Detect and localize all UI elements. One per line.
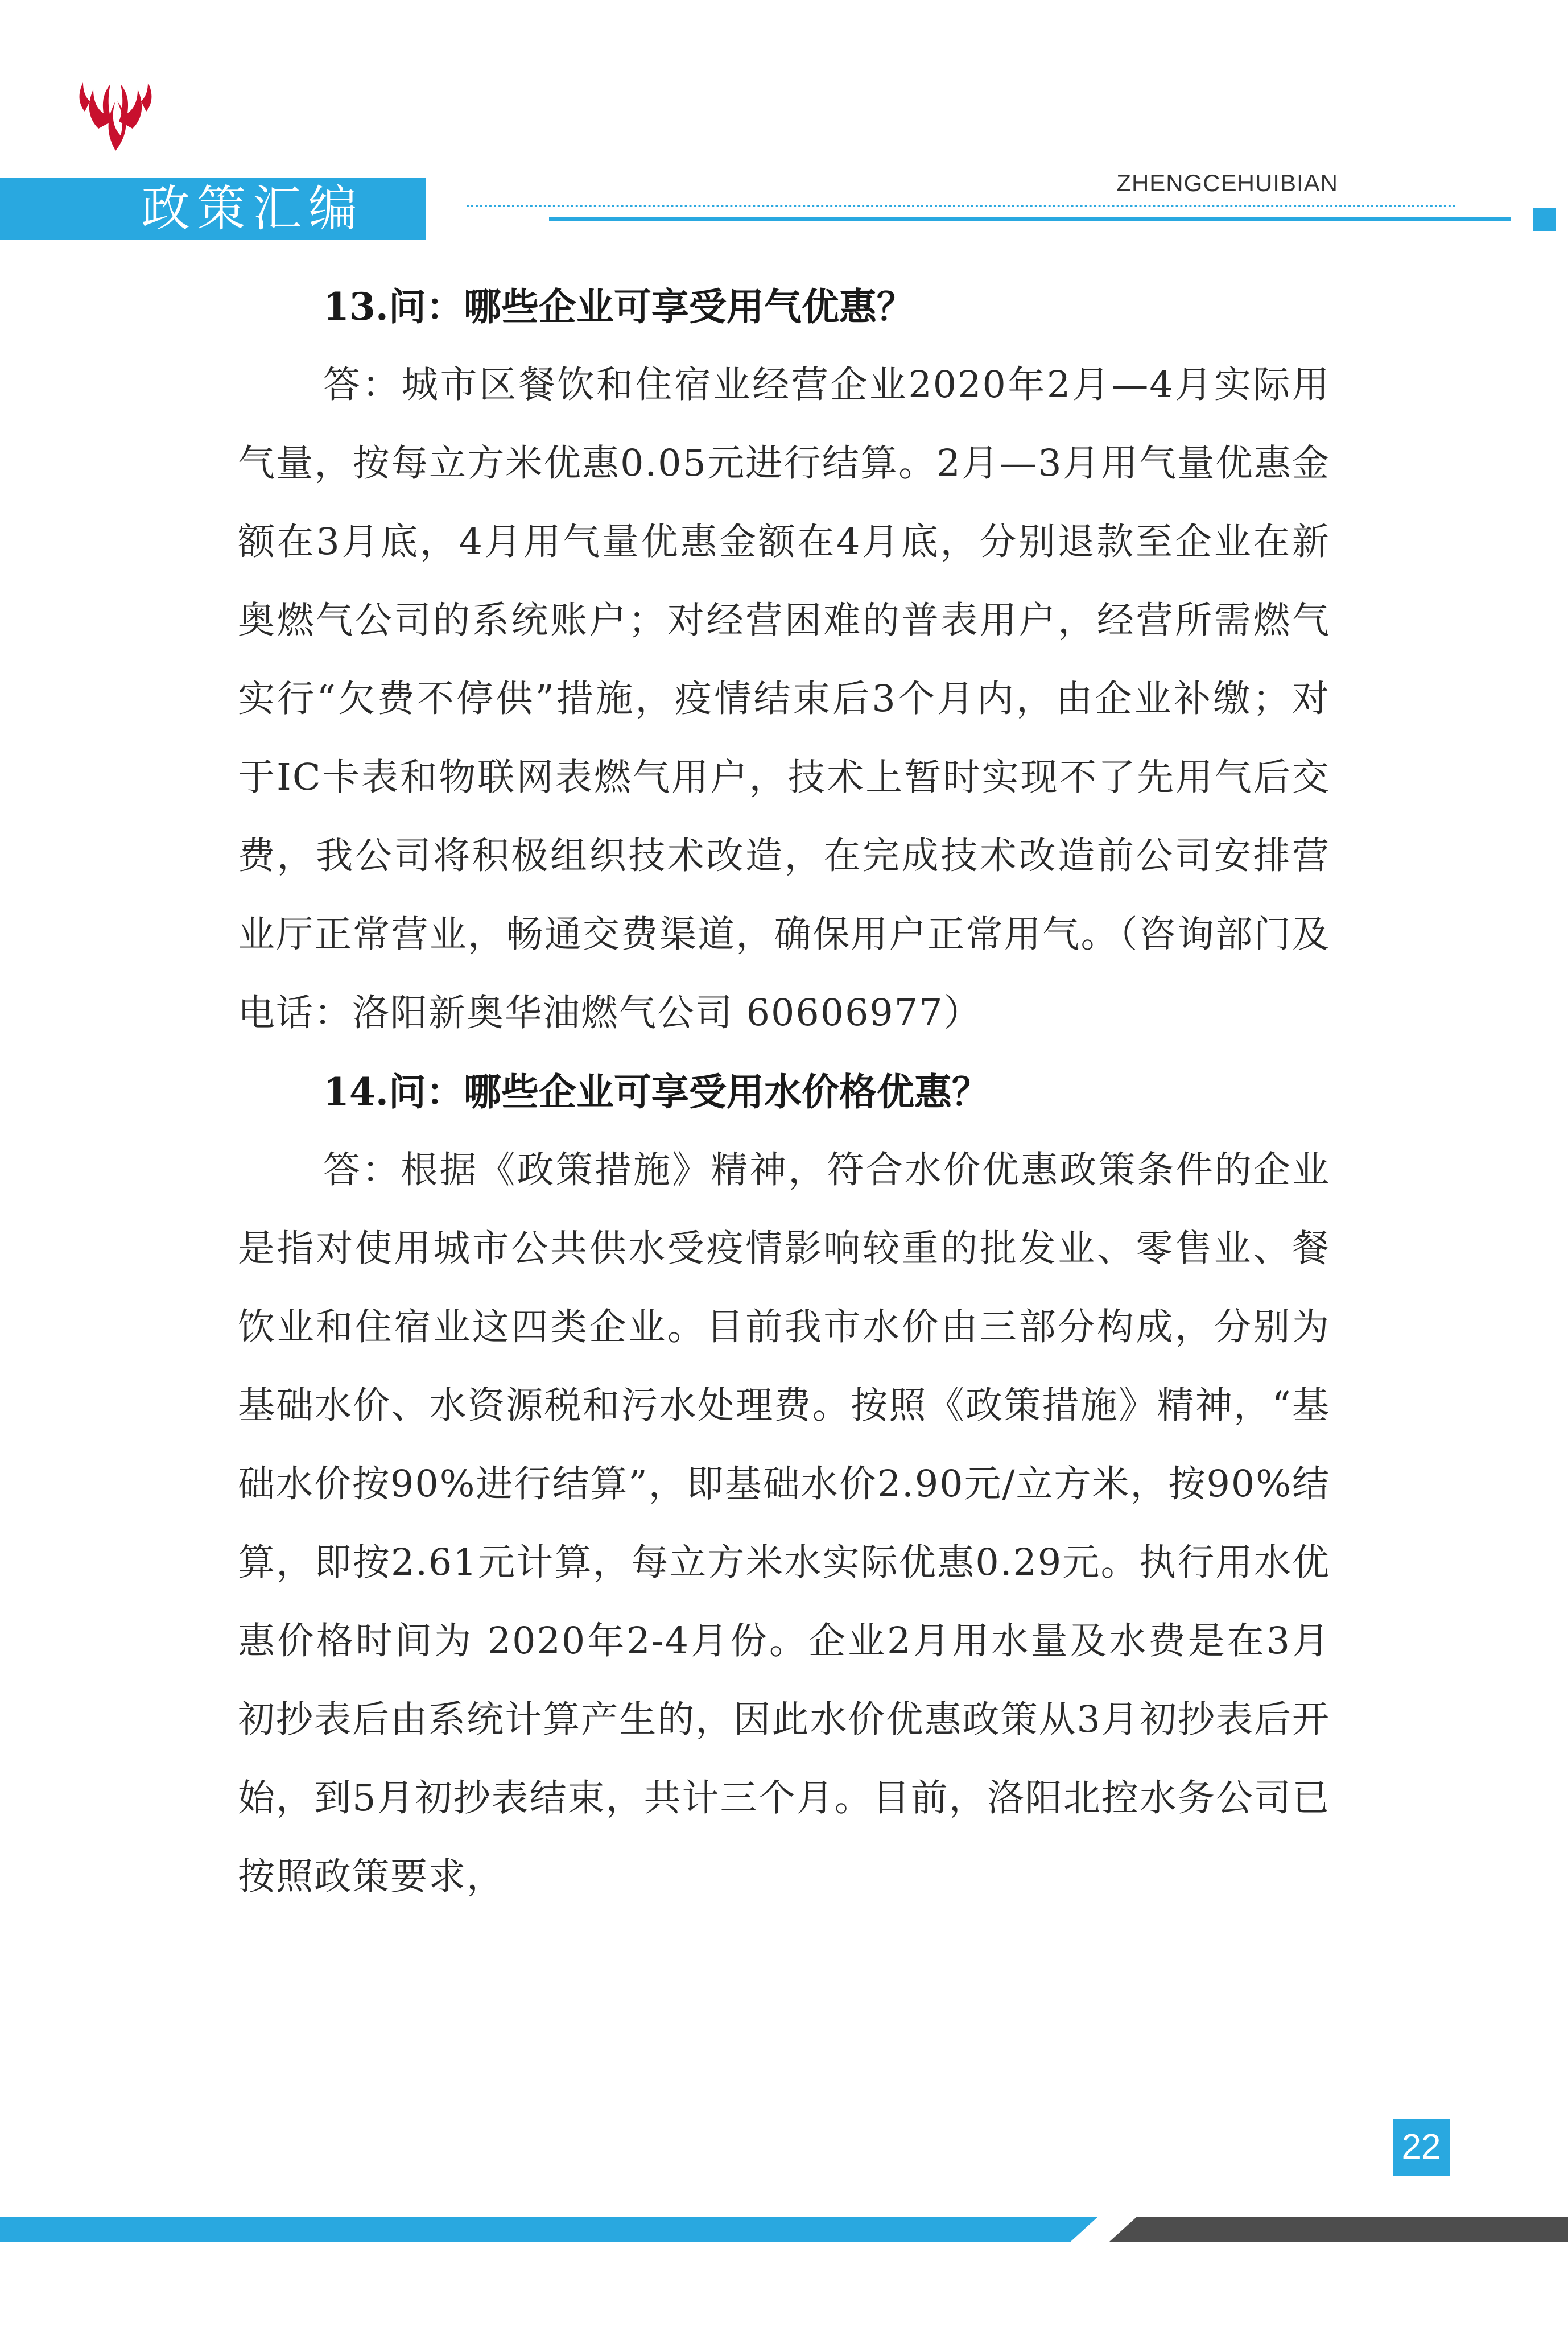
page-content bbox=[238, 267, 1330, 1916]
header-solid-rule bbox=[549, 217, 1511, 221]
header-title: 政策汇编 bbox=[141, 180, 364, 237]
header-end-square bbox=[1533, 208, 1556, 231]
page-number: 22 bbox=[1393, 2119, 1450, 2176]
footer-gray-bar bbox=[1109, 2217, 1568, 2242]
question-14: 14.问：哪些企业可享受用水价格优惠？ bbox=[323, 1070, 989, 1114]
answer-14: 答：根据《政策措施》精神，符合水价优惠政策条件的企业是指对使用城市公共供水受疫情影响较重的批发业、零售业、餐饮业和住宿业这四类企业。目前我市水价由三部分构成，分别为基础水价、水资源税和污水处理费。按照《政策措施》精神，“基础水价按90%进行结算”，即基础水价2.90元/立方米，按90%结算，即按2.61元计算，每立方米水实际优惠0.29元。执行用水优惠价格时间为 2020年2-4月份。企业2月用水量及水费是在3月初抄表后由系统计算产生的，因此水价优惠政策从3月初抄表后开始，到5月初抄表结束，共计三个月。目前，洛阳北控水务公司已按照政策要求， bbox=[238, 1149, 1330, 1898]
header-dotted-rule bbox=[467, 205, 1456, 207]
flame-logo-icon bbox=[73, 67, 158, 152]
footer-blue-bar bbox=[0, 2217, 1098, 2242]
answer-13: 答：城市区餐饮和住宿业经营企业2020年2月—4月实际用气量，按每立方米优惠0.05元进行结算。2月—3月用气量优惠金额在3月底，4月用气量优惠金额在4月底，分别退款至企业在新奥燃气公司的系统账户；对经营困难的普表用户，经营所需燃气实行“欠费不停供”措施，疫情结束后3个月内，由企业补缴；对于IC卡表和物联网表燃气用户，技术上暂时实现不了先用气后交费，我公司将积极组织技术改造，在完成技术改造前公司安排营业厅正常营业，畅通交费渠道，确保用户正常用气。（咨询部门及电话：洛阳新奥华油燃气公司 60606977） bbox=[238, 364, 1330, 1034]
header-pinyin: ZHENGCEHUIBIAN bbox=[1116, 170, 1338, 196]
question-13: 13.问：哪些企业可享受用气优惠？ bbox=[323, 284, 914, 329]
